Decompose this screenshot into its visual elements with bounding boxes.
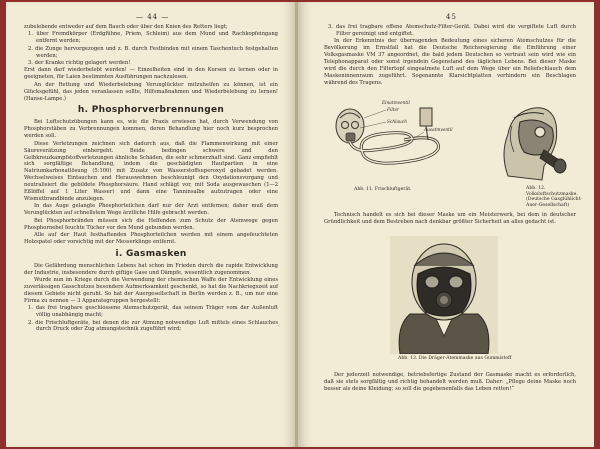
left-paragraphs-intro [24, 24, 278, 102]
figure-draeger-mask [390, 236, 498, 354]
paragraph: Die Gefährdung menschlichen Lebens hat schon im Frieden durch die rapide Entwicklung der Industrie, insbesondere durch giftige Gase und Dämpfe, wesentlich zugenommen. [24, 262, 278, 276]
paragraph: Erst dann darf wiederbelebt werden! — Einzelheiten sind in den Kursen zu lernen oder in geeigneten, für Laien bestimmten Ausführungen nachzulesen. [24, 67, 278, 81]
paragraph: In das Auge gelangte Phosphorteilchen darf nur der Arzt entfernen; daher muß dem Verunglückten auf schnellstem Wege ärztliche Hilfe gebracht werden. [24, 203, 278, 217]
paragraph: zubelebende entweder auf dem Bauch oder über den Knien des Retters liegt; [24, 24, 228, 30]
left-paragraphs-gasmasks [24, 263, 278, 334]
left-page [6, 2, 296, 447]
fig11-label-4: Ausatmventil [424, 128, 453, 133]
section-heading-phosphor: h. Phosphorverbrennungen [77, 105, 225, 116]
fig11-label-1: Filter [387, 108, 400, 113]
right-page [298, 2, 594, 447]
paragraph: Technisch handelt es sich bei dieser Maske um ein Meisterwerk, bei dem in deutscher Gründlichkeit und dem Bestreben nach denkbar größter Sicherheit an alles gedacht ist. [324, 212, 576, 225]
fig11-label-2: Schlauch [387, 120, 407, 125]
figure-11-caption: Abb. 11. Frischluftgerät. [354, 187, 412, 192]
paragraph: Bei Luftschutzübungen kann es, wie die Praxis erwiesen hat, durch Verwendung von Phosphorstäben zu Verbrennungen kommen, deren Behandlung hier noch kurz besprochen werden soll. [24, 119, 278, 140]
right-column-middle [324, 212, 576, 226]
paragraph: Alle auf der Haut festhaftenden Phosphorteilchen werden mit einem angefeuchteten Holzspatel oder vorsichtig mit der Messerklinge entfernt. [24, 231, 278, 245]
paragraph: Der jederzeit notwendige, betriebsfertige Zustand der Gasmaske macht es erforderlich, daß sie stets sorgfältig und richtig behandelt werden muß. Daher: „Pflege deine Maske noch besser als deine Kleidung; so soll die gegebenenfalls das Leben retten!“ [324, 372, 576, 392]
figure-fresh-air-apparatus [324, 98, 464, 186]
right-column-bottom [324, 372, 576, 393]
right-paragraphs-top [324, 24, 576, 87]
paragraph: 1. das frei tragbare geschlossene Atemschutzgerät, das seinem Träger vom der Außenluft völlig unabhängig macht; [28, 305, 278, 319]
page-number-right: 45 [446, 13, 457, 21]
section-heading-gasmasks: i. Gasmasken [115, 248, 187, 259]
left-column [24, 24, 278, 334]
paragraph: 1. über Fremdkörper (Erdgfühne, Priem, Schleim) aus dem Mund und Rachkopfeingang entfernt werden; [28, 31, 278, 45]
left-paragraphs-phosphor [24, 119, 278, 245]
paragraph: An der Rettung und Wiederbelebung Verunglückter mitzuhelfen zu können, ist ein Glücksgefühl, das jeden veranlassen sollte, Hilfsmaßnahmen und Wiederbelebung zu lernen! (Hanse-Lampe.) [24, 81, 278, 102]
paragraph: 3. der Kranke richtig gelagert werden! [28, 60, 131, 67]
paragraph: Bei Phosphorbränden müssen sich die Helfenden zum Schutz der Atemwege gegen Phosphornebel feuchte Tücher vor den Mund gebunden werden. [24, 217, 278, 231]
paragraph: In der Erkenntnis der überragenden Bedeutung eines sicheren Atemschutzes für die Bevölkerung im Ernstfall hat die Deutsche Reichsregierung die Einführung einer Volksgasmaske VM 37 angeordnet, die bald jedem Deutschen so vertraut sein wird wie ein Telephonapparat oder sonst irgendein Gegenstand des täglichen Lebens. Bei dieser Maske wird die durch den Filtertopf eingeatmete Luft auf dem Wege über ein Reliefschlauch dem Maskeninnenraum zugeführt. Sogenannte Klarsichtplatten verhindern ein Beschlagen während des Tragens. [324, 38, 576, 86]
paragraph: 3. das frei tragbare offene Atemschutz-Filter-Gerät. Dabei wird die vergiftete Luft durch Filter gereinigt und entgiftet. [328, 24, 576, 37]
figure-12-caption: Abb. 12. Volksluftschutzmaske. (Deutsche Gasglühlicht-Auer-Gesellschaft) [526, 186, 583, 208]
right-column-top [324, 24, 576, 87]
right-paragraphs-middle [324, 212, 576, 226]
fig11-label-3: Einatmventil [382, 101, 410, 106]
figure-13-caption: Abb. 13. Die Dräger-Atemmaske aus Gummistoff [398, 356, 512, 361]
paragraph: 2. die Zunge hervorgezogen und z. B. durch Festbinden mit einem Taschentuch festgehalten werden; [28, 45, 278, 59]
paragraph: Diese Verletzungen zeichnen sich dadurch aus, daß die Flammenwirkung mit einer Säureverätzung einhergeht. Beide bedingen schwere und den Gelbkreuzkampfstoffverletzungen ähnliche Schäden, die sehr schmerzhaft sind. Ganz empfiehlt sich sorgfältige Behandlung, indem die geschädigten Hautpartien in eine Natriumkarbonatlösung (5:100) mit Zusatz von Wasserstoffsuperoxyd gebadet werden. Wechselweises Eintauchen und Herauswehmen beschleunigt den Oxydationsvorgang und neutralisiert die gebildete Phosphorsäure. Hand schlägt vor, mit Soda ausgewaschen (1—2 Eßlöffel auf 1 Liter Wasser) und dann eine Tanninsalbe aufzutragen oder eine Wismutbrandbinde anzulegen. [24, 140, 278, 202]
right-paragraphs-bottom [324, 372, 576, 393]
paragraph: Wurde nun im Kriege durch die Verwendung der chemischen Waffe der Entwicklung eines zuverlässigen Gasschutzes besondere Aufmerksamkeit geschenkt, so hat die Nachkriegszeit auf diesem Gebiete nicht geruht. So hat der Auergesellschaft in Berlin werden z. B., um nur eine Firma zu nennen — 3 Apparategruppen hergestellt: [24, 277, 278, 304]
paragraph: 2. die Frischluftgeräte, bei denen die zur Atmung notwendige Luft mittels eines Schlauches durch Druck oder Zug atmungstechnik zugeführt wird; [28, 319, 278, 333]
page-number-left: — 44 — [136, 13, 170, 21]
figure-volks-gas-mask [494, 94, 570, 184]
open-book [6, 2, 594, 447]
